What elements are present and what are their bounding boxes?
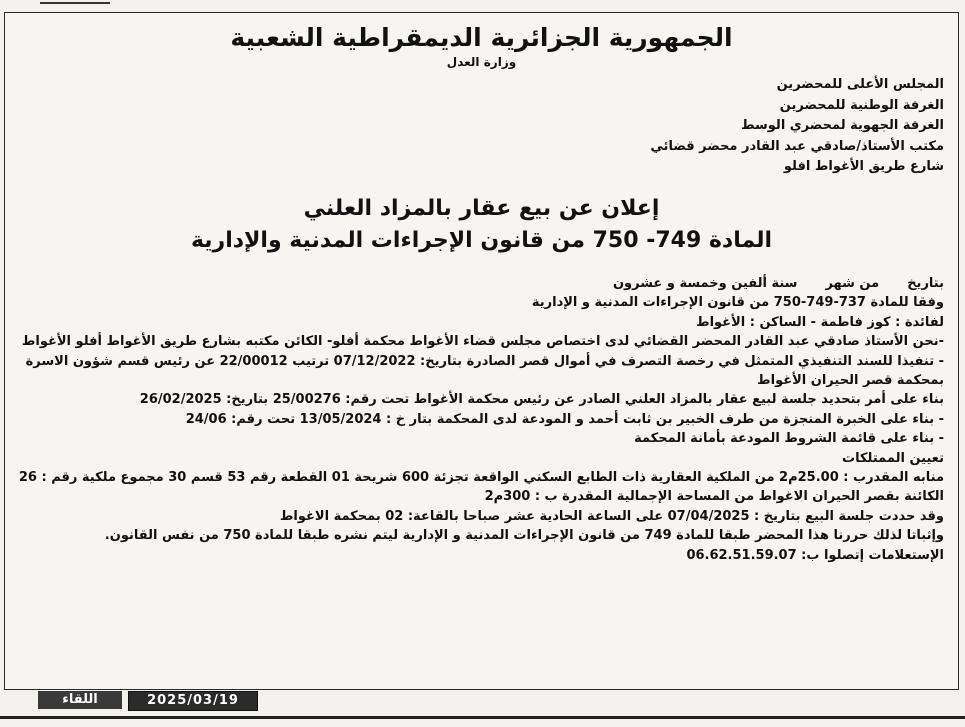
proof-line: وإثباتا لذلك حررنا هذا المحضر طبقا للمادة 749 من قانون الإجراءات المدنية و الإدارية ليتم نشره طبقا للمادة 750 من نفس القانون. (104, 528, 944, 544)
republic-heading: الجمهورية الجزائرية الديمقراطية الشعبية (230, 23, 733, 52)
sender-line: المجلس الأعلى للمحضرين (776, 77, 944, 92)
properties-heading: تعيين الممتلكات (842, 450, 944, 466)
date-month: من شهر (825, 276, 880, 291)
notice-frame (4, 12, 959, 690)
publication-date-badge: 2025/03/19 (128, 691, 258, 711)
contact-line: الإستعلامات إتصلوا ب: 06.62.51.59.07 (686, 547, 944, 563)
notice-subtitle: المادة 749- 750 من قانون الإجراءات المدنية والإدارية (190, 228, 773, 253)
date-year: سنة ألفين وخمسة و عشرون (612, 276, 798, 291)
beneficiary-line: لفائدة : كوز فاطمة - الساكن : الأغواط (696, 314, 944, 330)
date-line (14, 274, 944, 293)
sender-line: شارع طريق الأغواط افلو (783, 159, 944, 174)
property-line: منابه المقدرب : 25.00م2 من الملكية العقارية ذات الطابع السكني الواقعة تجزئة 600 شريحة 01 القطعة رقم 53 قسم 30 مجموع ملكية رقم : 26 الكائنة بقصر الحيران الاغواط من المساحة الإجمالية المقدرة ب : 300م2 (18, 470, 944, 505)
expert-line: - بناء على الخبرة المنجزة من طرف الخبير بن ثابت أحمد و المودعة لدى المحكمة بتار خ : 13/05/2024 تحت رقم: 24/06 (185, 411, 944, 427)
execution-line: - تنفيذا للسند التنفيذي المتمثل في رخصة التصرف في أموال قصر الصادرة بتاريخ: 07/12/2022 ترتيب 22/00012 عن رئيس قسم شؤون الاسرة بمحكمة قصر الحيران الأغواط (25, 353, 944, 389)
top-rule (40, 2, 110, 4)
order-line: بناء على أمر بتحديد جلسة لبيع عقار بالمزاد العلني الصادر عن رئيس محكمة الأغواط تحت رقم: 25/00276 بتاريخ: 26/02/2025 (139, 392, 944, 408)
ministry-heading: وزارة العدل (446, 55, 517, 69)
sender-line: مكتب الأستاذ/صادقي عبد القادر محضر قضائي (650, 138, 944, 154)
bailiff-line: -نحن الأستاذ صادقي عبد القادر المحضر القضائي لدى اختصاص مجلس قضاء الأغواط محكمة أفلو- الكائن مكتبه بشارع طريق الأغواط أفلو الأغواط (21, 334, 944, 350)
sender-line: الغرفة الوطنية للمحضرين (779, 97, 944, 113)
law-line: وفقا للمادة 737-749-750 من قانون الإجراءات المدنية و الإدارية (531, 295, 944, 311)
newspaper-badge: اللقاء (38, 691, 122, 709)
date-prefix: بتاريخ (907, 276, 944, 291)
notice-title: إعلان عن بيع عقار بالمزاد العلني (303, 196, 660, 221)
bottom-rule (0, 716, 965, 719)
session-line: وقد حددت جلسة البيع بتاريخ : 07/04/2025 على الساعة الحادية عشر صباحا بالقاعة: 02 بمحكمة الاغواط (279, 508, 944, 524)
sender-line: الغرفة الجهوية لمحضري الوسط (741, 118, 944, 133)
sender-block (384, 75, 944, 178)
terms-line: - بناء على قائمة الشروط المودعة بأمانة المحكمة (634, 431, 944, 447)
publication-footer (28, 691, 248, 711)
notice-body (14, 274, 944, 565)
